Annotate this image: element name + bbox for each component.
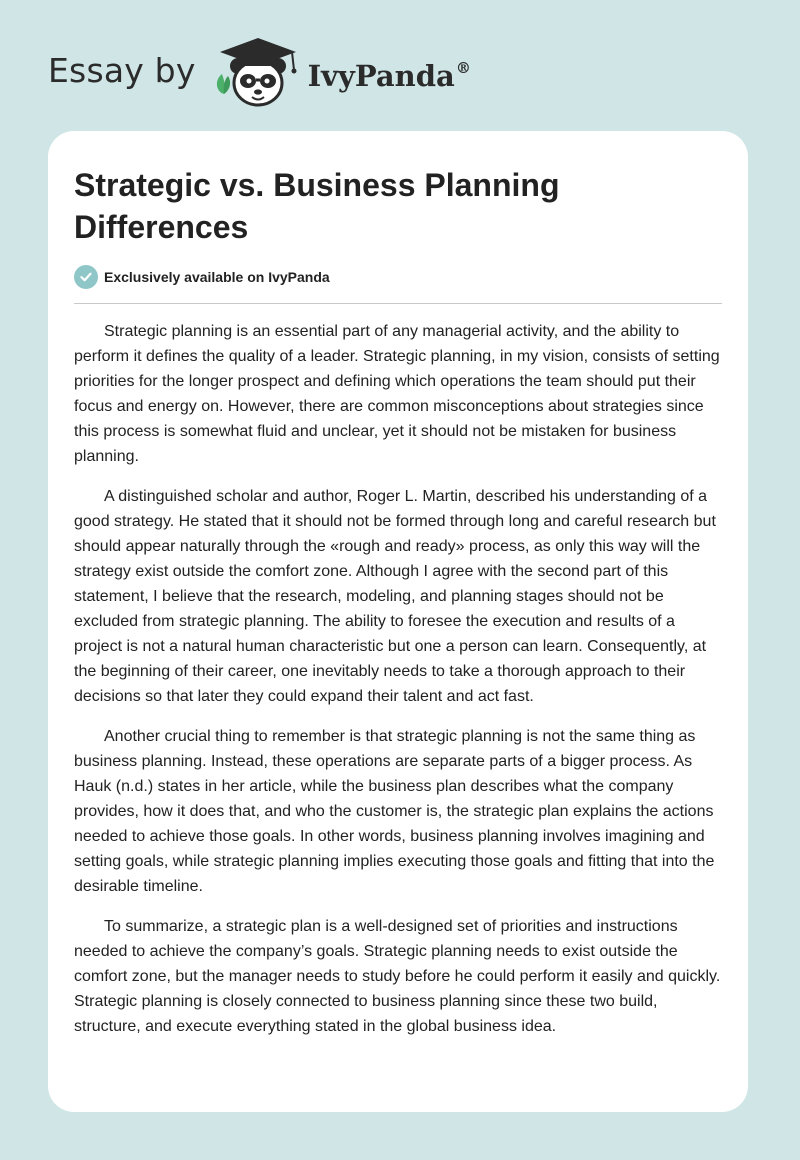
paragraph-3: Another crucial thing to remember is that strategic planning is not the same thing as business planning. Instead, these operations are separate parts of a bigger process. As Hauk (n.d.) states in her article, while the business plan describes what the company provides, how it does that, and who the customer is, the strategic plan explains the actions needed to achieve those goals. In other words, business planning involves imagining and setting goals, while strategic planning implies executing those goals and fitting that into the desirable timeline. <box>74 728 715 895</box>
panda-graduate-logo-icon[interactable] <box>212 36 304 110</box>
divider <box>74 303 722 304</box>
site-header <box>48 36 471 110</box>
registered-mark: ® <box>455 59 471 77</box>
brand-prefix: Essay by <box>48 50 196 90</box>
brand-name: IvyPanda® <box>307 59 471 93</box>
paragraph-4: To summarize, a strategic plan is a well-designed set of priorities and instructions needed to achieve the company’s goals. Strategic planning needs to exist outside the comfort zone, but the manager needs to study before he could perform it easily and quickly. Strategic planning is closely connected to business planning since these two build, structure, and execute everything stated in the global business idea. <box>74 918 721 1035</box>
paragraph-2: A distinguished scholar and author, Roger L. Martin, described his understanding of a good strategy. He stated that it should not be formed through long and careful research but should appear naturally through the «rough and ready» process, as only this way will the strategy exist outside the comfort zone. Although I agree with the second part of this statement, I believe that the research, modeling, and planning stages should not be excluded from strategic planning. The ability to foresee the execution and results of a project is not a natural human characteristic but one a person can learn. Consequently, at the beginning of their career, one inevitably needs to take a thorough approach to their decisions so that later they could expand their talent and act fast. <box>74 488 716 705</box>
essay-title: Strategic vs. Business Planning Differences <box>74 167 560 245</box>
essay-body <box>74 319 722 1054</box>
essay-card <box>48 131 748 1112</box>
exclusive-badge-text: Exclusively available on IvyPanda <box>104 269 330 285</box>
checkmark-circle-icon <box>74 265 98 289</box>
exclusive-badge <box>74 264 330 290</box>
paragraph-1: Strategic planning is an essential part of any managerial activity, and the ability to perform it defines the quality of a leader. Strategic planning, in my vision, consists of setting priorities for the longer prospect and defining which operations the team should put their focus and energy on. However, there are common misconceptions about strategies since this process is somewhat fluid and unclear, yet it should not be mistaken for business planning. <box>74 323 720 465</box>
